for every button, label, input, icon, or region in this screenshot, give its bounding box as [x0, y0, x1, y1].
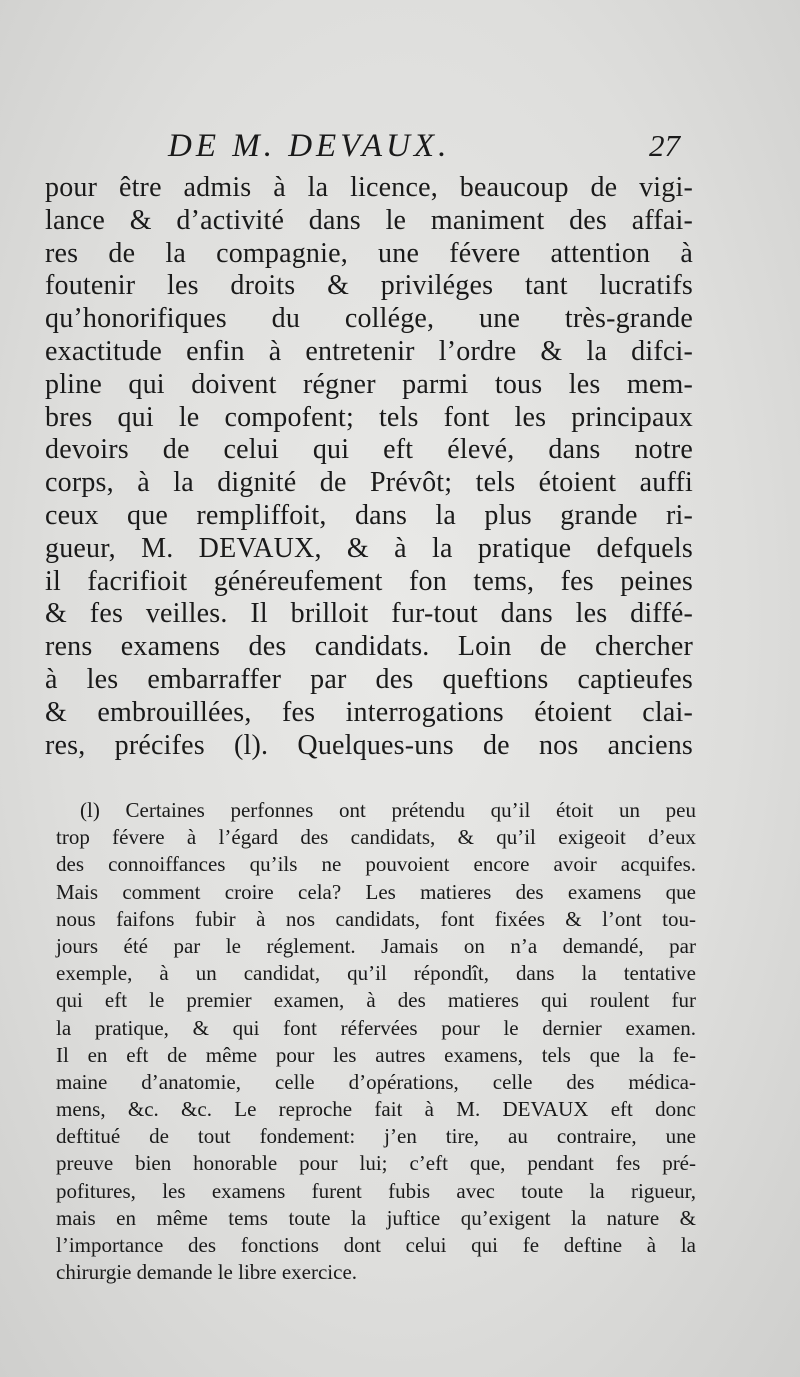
footnote-line: (l) Certaines perfonnes ont prétendu qu’il étoit un peu [80, 798, 696, 822]
text-line: devoirs de celui qui eft élevé, dans notre [45, 434, 693, 466]
footnote-line: nous faifons fubir à nos candidats, font fixées & l’ont tou- [56, 906, 696, 931]
footnote-line: chirurgie demande le libre exercice. [56, 1260, 358, 1285]
footnote-line: preuve bien honorable pour lui; c’eft que, pendant fes pré- [56, 1151, 696, 1176]
text-line: corps, à la dignité de Prévôt; tels étoient auffi [45, 467, 693, 499]
text-line: lance & d’activité dans le maniment des affai- [45, 204, 693, 236]
text-line: foutenir les droits & priviléges tant lucratifs [45, 270, 693, 302]
page-header [168, 128, 698, 168]
running-head: DE M. DEVAUX. [168, 128, 451, 164]
text-line: res, précifes (l). Quelques-uns de nos anciens [45, 729, 693, 761]
footnote-line: l’importance des fonctions dont celui qui fe deftine à la [56, 1233, 696, 1257]
footnote-line: trop févere à l’égard des candidats, & qu’il exigeoit d’eux [56, 825, 696, 850]
footnote-line: deftitué de tout fondement: j’en tire, au contraire, une [56, 1124, 696, 1149]
text-line: gueur, M. DEVAUX, & à la pratique defquels [45, 532, 693, 564]
main-text [45, 172, 693, 762]
text-line: & fes veilles. Il brilloit fur-tout dans les diffé- [45, 598, 693, 630]
footnote-line: la pratique, & qui font réfervées pour le dernier examen. [56, 1015, 696, 1040]
footnote-line: jours été par le réglement. Jamais on n’a demandé, par [56, 933, 696, 958]
text-line: exactitude enfin à entretenir l’ordre & la difci- [45, 335, 693, 367]
text-line: rens examens des candidats. Loin de chercher [45, 631, 693, 663]
footnote-line: mais en même tems toute la juftice qu’exigent la nature & [56, 1205, 696, 1230]
footnote-line: mens, &c. &c. Le reproche fait à M. DEVAUX eft donc [56, 1097, 696, 1122]
text-line: il facrifioit généreufement fon tems, fes peines [45, 565, 693, 597]
text-line: pour être admis à la licence, beaucoup de vigi- [45, 172, 693, 203]
footnote-line: pofitures, les examens furent fubis avec toute la rigueur, [56, 1178, 696, 1203]
footnote-line: Mais comment croire cela? Les matieres des examens que [56, 879, 696, 904]
footnote-line: exemple, à un candidat, qu’il répondît, dans la tentative [56, 961, 696, 986]
page-number: 27 [649, 128, 680, 163]
footnote-line: qui eft le premier examen, à des matieres qui roulent fur [56, 988, 696, 1013]
text-line: pline qui doivent régner parmi tous les mem- [45, 368, 693, 400]
text-line: à les embarraffer par des queftions captieufes [45, 663, 693, 695]
text-line: bres qui le compofent; tels font les principaux [45, 401, 693, 433]
footnote [56, 797, 696, 1286]
text-line: res de la compagnie, une févere attention à [45, 237, 693, 269]
text-line: & embrouillées, fes interrogations étoient clai- [45, 696, 693, 728]
footnote-line: maine d’anatomie, celle d’opérations, celle des médica- [56, 1069, 696, 1094]
footnote-line: des connoiffances qu’ils ne pouvoient encore avoir acquifes. [56, 852, 696, 877]
text-line: qu’honorifiques du collége, une très-grande [45, 303, 693, 335]
text-line: ceux que rempliffoit, dans la plus grande ri- [45, 499, 693, 531]
footnote-line: Il en eft de même pour les autres examens, tels que la fe- [56, 1042, 696, 1067]
